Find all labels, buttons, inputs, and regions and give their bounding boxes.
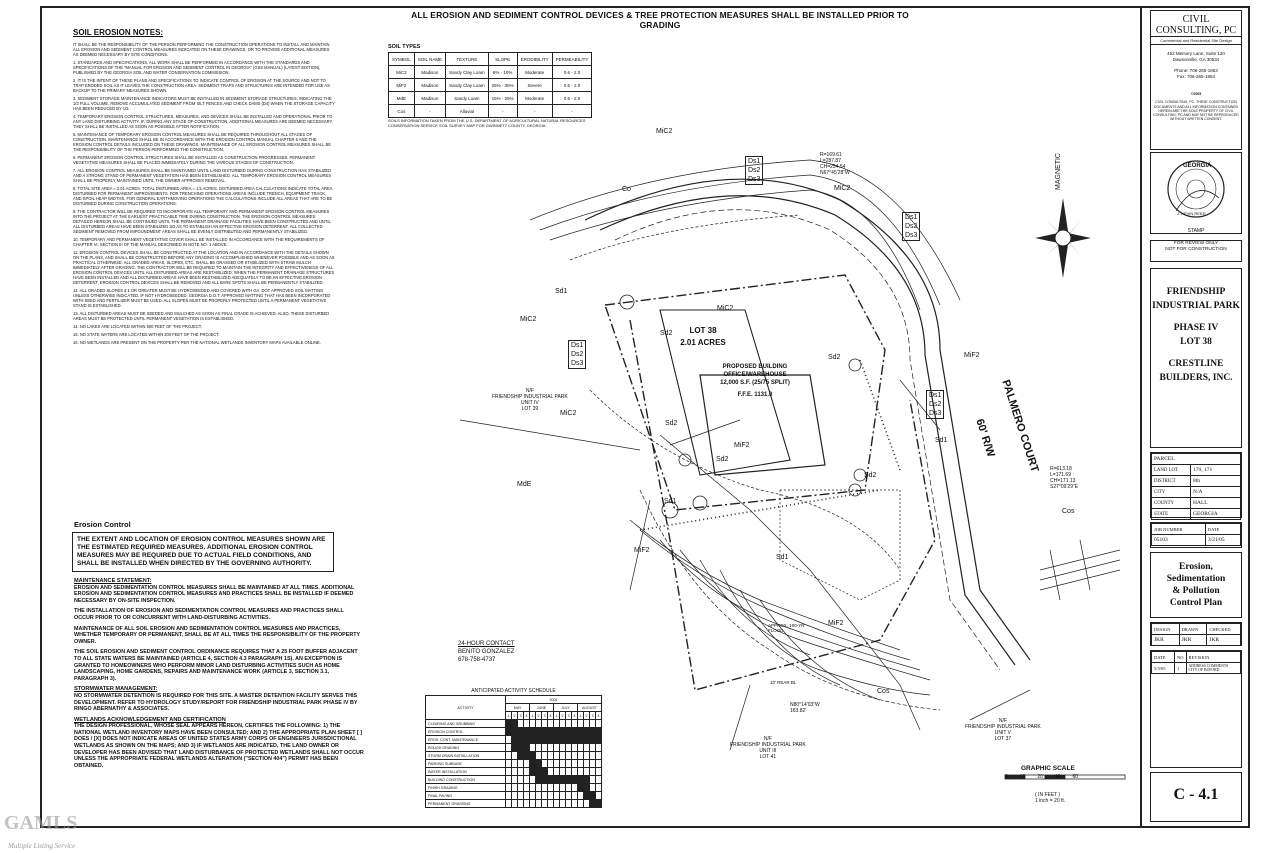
curve-data-2: R=613.18 L=171.69 CH=171.13 S27°09'29"E	[1050, 466, 1079, 490]
soil-note-item: 3. SEDIMENT STORAGE MAINTENANCE INDICATORS MUST BE INSTALLED IN SEDIMENT STORAGE STRUCTURES, INDICATING THE 1/3 FULL VOLUME. REMOVE ACCUMULATED SEDIMENT FROM SILT FENCES AND CHECK DAMS (D4) WHEN THE STORAGE CAPACITY HAS BEEN REDUCED BY 1/3.	[73, 96, 335, 111]
parcel-key: CITY	[1152, 487, 1191, 498]
maintenance-p1: EROSION AND SEDIMENTATION CONTROL MEASURES SHALL BE MAINTAINED AT ALL TIMES. ADDITIONAL EROSION AND SEDIMENTATION CONTROL MEASURES AND PRACTICES SHALL BE INSTALLED IF DEEMED NECESSARY BY ON-SITE INSPECTION.	[74, 584, 355, 604]
soil-cell: -	[552, 105, 592, 118]
soil-row	[389, 79, 592, 92]
curve-data-1: R=169.61 L=287.87 CH=254.54 N67°45'28"W	[820, 152, 850, 176]
parcel-row	[1152, 487, 1241, 498]
magnetic-label: MAGNETIC	[1054, 153, 1062, 190]
soil-note-item: 6. PERMANENT EROSION CONTROL STRUCTURES SHALL BE INSTALLED AS CONSTRUCTION PROGRESSES. PERMANENT VEGETATIVE MEASURES SHALL BE PLACED IMMEDIATELY DURING THE VARIOUS STAGES OF CONSTRUCTION.	[73, 155, 316, 165]
maintenance-p2: THE INSTALLATION OF EROSION AND SEDIMENTATION CONTROL MEASURES AND PRACTICES SHALL OCCUR PRIOR TO OR CONCURRENT WITH LAND-DISTURBING ACTIVITIES.	[74, 608, 344, 621]
job-label: JOB NUMBER	[1152, 524, 1206, 535]
sheet-title-block	[1150, 552, 1242, 618]
schedule-cell	[596, 736, 602, 744]
building-label-2: OFFICE/WAREHOUSE	[723, 372, 787, 378]
lot-title: LOT 38	[689, 326, 717, 335]
ffe-label: F.F.E. 1131.0	[737, 392, 773, 398]
parcel-value: HALL	[1191, 498, 1241, 509]
sd-label: Sd2	[828, 354, 841, 361]
sd-label: Sd1	[776, 554, 789, 561]
schedule-cell	[596, 768, 602, 776]
soil-info-note: SOILS INFORMATION TAKEN FROM THE U.S. DEPARTMENT OF AGRICULTURAL NATURAL RESOURCES CONSERVATION SERVICE SOIL SURVEY MAP FOR GWINNETT COUNTY, GEORGIA.	[388, 118, 586, 128]
ds-group	[902, 212, 920, 241]
soil-header-cell: SYMBOL	[389, 53, 415, 66]
project-line: INDUSTRIAL PARK	[1152, 301, 1240, 311]
schedule-row	[426, 728, 602, 736]
lot-area: 2.01 ACRES	[680, 338, 726, 347]
project-line: FRIENDSHIP	[1166, 287, 1226, 297]
schedule-week: 3	[543, 713, 546, 718]
bearing-label: N80°14'03"W 163.82'	[790, 702, 820, 714]
schedule-activity: FINAL PAVING	[426, 792, 506, 800]
schedule-year: 2004	[506, 696, 602, 704]
schedule-row	[426, 792, 602, 800]
rev-label: REVISION	[1186, 652, 1241, 663]
wetlands-text: THE DESIGN PROFESSIONAL, WHOSE SEAL APPEARS HEREON, CERTIFIES THE FOLLOWING: 1) THE NATIONAL WETLAND INVENTORY MAPS HAVE BEEN CONSULTED; AND 2) THE APPROPRIATE PLAN SHEET [ ] DOES / [X] DOES NOT INDICATE AREAS OF UNITED STATES ARMY CORPS OF ENGINEERS JURISDICTIONAL WETLANDS AS SHOWN ON THE MAPS; AND 3) IF WETLANDS ARE INDICATED, THE LAND OWNER OR DEVELOPER HAS BEEN ADVISED THAT LAND DISTURBANCE OF PROTECTED WETLANDS SHALL NOT OCCUR UNLESS THE APPROPRIATE FEDERAL WETLANDS ALTERATION ("SECTION 404") PERMIT HAS BEEN OBTAINED.	[74, 723, 364, 769]
rev-no-label: NO	[1175, 652, 1187, 663]
soil-cell: 25% - 35%	[488, 79, 517, 92]
soil-label: MiC2	[717, 305, 734, 312]
soil-cell: Alluvial	[446, 105, 489, 118]
date-label: DATE	[1205, 524, 1240, 535]
project-block	[1150, 268, 1242, 448]
schedule-month: AUGUST	[578, 704, 602, 712]
schedule-cell	[596, 792, 602, 800]
job-table	[1151, 523, 1241, 546]
design-label: DESIGN	[1152, 624, 1180, 635]
schedule-activity-header: ACTIVITY	[426, 696, 506, 720]
copyright-block	[1150, 90, 1242, 150]
soil-cell: MiF2	[389, 79, 415, 92]
stormwater-title: STORMWATER MANAGEMENT:	[74, 686, 158, 693]
contact-block	[458, 640, 515, 664]
ds-group	[745, 156, 763, 185]
firm-address	[1151, 45, 1241, 80]
adj-3-c: UNIT V	[994, 730, 1012, 736]
project-line	[1151, 313, 1241, 321]
soil-note-item: 2. IT IS THE INTENT OF THESE PLANS AND SPECIFICATIONS TO INDICATE CONTROL OF EROSION AT THE SOURCE AND NOT TO TRAP ERODED SOIL AS IT LEAVES THE CONSTRUCTION AREA. SEDIMENT TRAPS AND STRUCTURES ARE INTENDED FOR USE AS BACKUP TO THE PRIMARY MEASURES SHOWN.	[73, 78, 330, 93]
contact-name: BENITO GONZALEZ	[458, 649, 515, 655]
soil-cell: Madison	[414, 92, 445, 105]
soil-label: MiC2	[834, 185, 851, 192]
schedule-activity: EROSION CONTROL	[426, 728, 506, 736]
adjacent-lot-41	[730, 736, 806, 760]
ds-1: Ds1	[905, 214, 918, 221]
parcel-key: STATE	[1152, 509, 1191, 520]
soil-cell: Sandy Clay Loam	[446, 66, 489, 79]
firm-address-line: Fax: 706-265-1864	[1176, 74, 1216, 79]
soil-erosion-notes	[73, 28, 335, 348]
soil-note-item: 11. EROSION CONTROL DEVICES SHALL BE CONSTRUCTED AT THE LOCATION AND IN ACCORDANCE WITH THE DETAILS SHOWN ON THE PLANS, AND SHALL BE CONSTRUCTED BEFORE ANY GRADING IS ACCOMPLISHED WHENEVER POSSIBLE AND AS SOON AS PRACTICAL OTHERWISE. ALL GRADED AREAS, SLOPES, ETC. SHALL BE GRASSED OR STABILIZED WITH STRAW MULCH IMMEDIATELY AFTER GRADING. THE CONTRACTOR WILL BE REQUIRED TO MAINTAIN THE INTEGRITY AND EFFECTIVENESS OF ALL EROSION CONTROL DEVICES UNTIL ALL DISTURBED AREAS ARE RESTABILIZED. WHEN THE PERMANENT DRAINAGE STRUCTURES HAVE BEEN INSTALLED AND ALL DISTURBED AREAS HAVE BEEN RESTABILIZED ADEQUATELY TO BE AN EFFECTIVE EROSION DETERRENT, EROSION CONTROL DEVICES SHALL BE REMOVED AND ALL BARE SPOTS SHALL BE PERMANENTLY STABILIZED.	[73, 250, 335, 285]
road-name: PALMERO COURT	[999, 378, 1041, 474]
sd-label: Sd2	[864, 472, 877, 479]
schedule-week: 1	[531, 713, 534, 718]
design-value: JKR	[1152, 635, 1180, 646]
soil-note-item: 8. TOTAL SITE AREA = 2.01 ACRES. TOTAL DISTURBED AREA = 1.5 ACRES. DISTURBED AREA CALCULATIONS INDICATE TOTAL AREA DISTURBED FOR PERMANENT IMPROVEMENTS. FOR TRENCHING OPERATIONS AREAS INCLUDE TRENCH, EQUIPMENT TRACK, AND SPOIL HEAP WIDTHS. FOR GENERAL EARTHMOVING OPERATIONS THE CALCULATIONS INCLUDE ALL AREAS THAT ARE TO BE DISTURBED DURING CONSTRUCTION OPERATIONS.	[73, 186, 333, 206]
rev-date-label: DATE	[1152, 652, 1175, 663]
stamp-label: STAMP	[1187, 228, 1205, 234]
soil-cell: Sandy Clay Loam	[446, 79, 489, 92]
activity-schedule	[425, 688, 602, 808]
mls-watermark-sub: Multiple Listing Service	[8, 842, 76, 850]
design-block	[1150, 622, 1242, 646]
soil-types-table	[388, 44, 592, 118]
job-number: 05103	[1152, 535, 1206, 546]
ds-1: Ds1	[571, 342, 584, 349]
schedule-activity: STORM DRAIN INSTALLATION	[426, 752, 506, 760]
soil-cell: MiC2	[389, 66, 415, 79]
soil-header-cell: SOIL NAME	[414, 53, 445, 66]
adj-3-a: N/F	[998, 718, 1007, 724]
schedule-row	[426, 760, 602, 768]
seal-name: J. KEVIN REED	[1177, 211, 1206, 216]
graphic-scale-unit: ( IN FEET )	[1035, 792, 1061, 798]
flood-label: APPROX. 100-YR FLOOD	[768, 623, 805, 633]
building-label-1: PROPOSED BUILDING	[722, 364, 788, 370]
stormwater-text: NO STORMWATER DETENTION IS REQUIRED FOR THIS SITE. A MASTER DETENTION FACILITY SERVES THIS DEVELOPMENT. REFER TO HYDROLOGY STUDY/REPORT FOR FRIENDSHIP INDUSTRIAL PARK PHASE IV BY RINGO ABERNATHY & ASSOCIATES.	[74, 692, 358, 713]
ds-2: Ds2	[748, 167, 761, 174]
schedule-grid	[425, 695, 602, 808]
soil-note-item: 10. TEMPORARY AND PERMANENT VEGETATIVE COVER SHALL BE INSTALLED IN ACCORDANCE WITH THE REQUIREMENTS OF CHAPTER VI, SECTION III OF THE MANUAL DESCRIBED IN NOTE NO. 1 ABOVE.	[73, 237, 325, 247]
sd-label: Sd2	[660, 330, 673, 337]
parcel-header: PARCEL	[1152, 454, 1241, 465]
schedule-row	[426, 800, 602, 808]
soil-label: Cos	[877, 688, 890, 695]
firm-address-line: 452 Memory Lane, Suite 120	[1167, 51, 1225, 56]
adj-2-b: FRIENDSHIP INDUSTRIAL PARK	[730, 742, 806, 748]
contact-title: 24-HOUR CONTACT	[458, 641, 515, 647]
soil-header-cell: ERODIBILITY	[517, 53, 552, 66]
soil-note-item: 15. NO STATE WATERS ARE LOCATED WITHIN 200 FEET OF THE PROJECT.	[73, 332, 220, 337]
schedule-cell	[596, 760, 602, 768]
soil-cell: 0.6 - 2.0	[552, 66, 592, 79]
review-line-2: NOT FOR CONSTRUCTION	[1165, 247, 1227, 252]
graphic-scale	[1005, 765, 1078, 804]
soil-cell: Madison	[414, 66, 445, 79]
graphic-scale-number: 0	[1005, 774, 1008, 780]
soil-note-item: 1. STANDARDS AND SPECIFICATIONS. ALL WORK SHALL BE PERFORMED IN ACCORDANCE WITH THE STANDARDS AND SPECIFICATIONS OF THE "MANUAL FOR EROSION AND SEDIMENT CONTROL IN GEORGIA" (GSS MANUAL) (LATEST EDITION), PUBLISHED BY THE GEORGIA SOIL AND WATER CONSERVATION COMMISSION.	[73, 60, 321, 75]
parcel-row	[1152, 465, 1241, 476]
soil-row	[389, 92, 592, 105]
ds-3: Ds3	[748, 176, 761, 183]
job-block	[1150, 522, 1242, 548]
parcel-key: LAND LOT	[1152, 465, 1191, 476]
copyright: ©2005	[1190, 92, 1202, 96]
ds-group	[926, 390, 944, 419]
adjacent-lot-37	[965, 718, 1041, 742]
soil-cell: 15% - 25%	[488, 92, 517, 105]
co-label: Co	[622, 186, 631, 193]
soil-label: MiC2	[656, 128, 673, 135]
ds-1: Ds1	[748, 158, 761, 165]
erosion-control-box: THE EXTENT AND LOCATION OF EROSION CONTROL MEASURES SHOWN ARE THE ESTIMATED REQUIRED MEASURES. ADDITIONAL EROSION CONTROL MEASURES MAY BE REQUIRED DUE TO ACTUAL FIELD CONDITIONS, AND SHALL BE INSTALLED WHEN DIRECTED BY THE GOVERNING AUTHORITY.	[72, 532, 334, 572]
copyright-text: CIVIL CONSULTING, PC. THESE CONSTRUCTION DOCUMENTS AND ALL INFORMATION CONTAINED HEREIN ARE THE SOLE PROPERTY OF CIVIL CONSULTING, PC AND MAY NOT BE REPRODUCED WITHOUT WRITTEN CONSENT.	[1153, 100, 1239, 122]
schedule-cell	[596, 776, 602, 784]
review-block	[1150, 240, 1242, 262]
schedule-week: 4	[597, 713, 600, 718]
maintenance-p4: THE SOIL EROSION AND SEDIMENT CONTROL ORDINANCE REQUIRES THAT A 25 FOOT BUFFER ADJACENT TO ALL STATE WATERS BE MAINTAINED (ARTICLE 4, SECTION 4.3 PARAGRAPH 1S). AN EXCEPTION IS GRANTED TO HOMEOWNERS WHO PERFORM MINOR LAND DISTURBING ACTIVITIES SUCH AS HOME LANDSCAPING, HOME GARDENS, REPAIRS AND MAINTENANCE WORK (ARTICLE 3, SECTION 3.1, PARAGRAPH 3).	[74, 649, 358, 682]
soil-cell: -	[517, 105, 552, 118]
maintenance-statement	[74, 578, 364, 773]
schedule-cell	[596, 752, 602, 760]
soil-note-item: 14. NO LAKES ARE LOCATED WITHIN 500 FEET OF THE PROJECT.	[73, 324, 202, 329]
parcel-row	[1152, 498, 1241, 509]
parcel-block	[1150, 452, 1242, 518]
parcel-value: GEORGIA	[1191, 509, 1241, 520]
parcel-table	[1151, 453, 1241, 520]
schedule-week: 1	[555, 713, 558, 718]
sd-label: Sd2	[716, 456, 729, 463]
rev-text: ADDRESS COMMENTS CITY OF BUFORD	[1186, 663, 1241, 674]
sd-label: Sd1	[935, 437, 948, 444]
schedule-activity: WATER INSTALLATION	[426, 768, 506, 776]
soil-note-item: 5. MAINTENANCE OF TEMPORARY EROSION CONTROL MEASURES SHALL BE REQUIRED THROUGHOUT ALL STAGES OF CONSTRUCTION. MAINTENANCE SHALL BE IN ACCORDANCE WITH THE EROSION CONTROL MANUAL CHAPTER 6 AND THE EROSION CONTROL DETAILS INCLUDED ON THESE DRAWINGS. MAINTENANCE OF ALL EROSION CONTROL MEASURES SHALL BE THE RESPONSIBILITY OF THE PERSON PERFORMING THE CONSTRUCTION.	[73, 132, 331, 152]
soil-label: Cos	[1062, 508, 1075, 515]
ds-3: Ds3	[905, 232, 918, 239]
graphic-scale-ratio: 1 inch = 20 ft.	[1035, 798, 1066, 804]
sheet-title-line: Control Plan	[1169, 598, 1223, 608]
rear-bl-label: 10' REAR BL	[770, 680, 797, 685]
parcel-value: 8th	[1191, 476, 1241, 487]
soil-note-item: 4. TEMPORARY EROSION CONTROL STRUCTURES, MEASURES, AND DEVICES SHALL BE INSTALLED AND OPERATIONAL PRIOR TO ANY LAND DISTURBING ACTIVITY. IF, DURING ANY STAGE OF CONSTRUCTION, ADDITIONAL MEASURES ARE DEEMED NECESSARY, THEY SHALL BE INSTALLED AS SOON AS POSSIBLE AFTER NOTIFICATION.	[73, 114, 333, 129]
firm-sub: Commercial and Residential Site Design	[1151, 37, 1241, 45]
schedule-week: 4	[549, 713, 552, 718]
soil-label: MiF2	[828, 620, 844, 627]
schedule-week: 2	[585, 713, 588, 718]
soil-cell: 0.6 - 2.0	[552, 92, 592, 105]
schedule-cell	[596, 744, 602, 752]
parcel-value: N/A	[1191, 487, 1241, 498]
erosion-control-title: Erosion Control	[74, 520, 131, 529]
soil-header-cell: SLOPE	[488, 53, 517, 66]
soil-cell: MdE	[389, 92, 415, 105]
parcel-row	[1152, 509, 1241, 520]
soil-cell: Moderate	[517, 92, 552, 105]
soil-cell: Cos	[389, 105, 415, 118]
maintenance-p3: MAINTENANCE OF ALL SOIL EROSION AND SEDIMENTATION CONTROL MEASURES AND PRACTICES, WHETHER TEMPORARY OR PERMANENT, SHALL BE AT ALL TIMES THE RESPONSIBILITY OF THE PROPERTY OWNER.	[74, 625, 361, 645]
sheet-title-line: Sedimentation	[1166, 574, 1226, 584]
rev-no: 1	[1175, 663, 1187, 674]
adj-3-d: LOT 37	[994, 736, 1012, 742]
schedule-activity: CLEARING AND GRUBBING	[426, 720, 506, 728]
adj-2-c: UNIT III	[759, 748, 777, 754]
ds-group	[568, 340, 586, 369]
schedule-month: JULY	[554, 704, 578, 712]
soil-note-item: IT SHALL BE THE RESPONSIBILITY OF THE PERSON PERFORMING THE CONSTRUCTION OPERATIONS TO INSTALL AND MAINTAIN ALL EROSION AND SEDIMENT CONTROL MEASURES INDICATED ON THESE DRAWINGS, OR TO PROVIDE ADDITIONAL MEASURES AS DEEMED NECESSARY BY SITE CONDITIONS.	[73, 42, 330, 57]
schedule-title: ANTICIPATED ACTIVITY SCHEDULE	[471, 688, 556, 694]
schedule-activity: BUILDING CONSTRUCTION	[426, 776, 506, 784]
soil-label: MiC2	[560, 410, 577, 417]
contact-phone: 678-758-4737	[458, 657, 496, 663]
project-line: PHASE IV	[1173, 323, 1219, 333]
firm-address-line: Dawsonville, GA 30534	[1172, 57, 1220, 62]
revision-block	[1150, 650, 1242, 768]
soil-cell: -	[414, 105, 445, 118]
soil-note-item: 16. NO WETLANDS ARE PRESENT ON THE PROPERTY PER THE NATIONAL WETLANDS INVENTORY MAPS AVAILABLE ONLINE.	[73, 340, 321, 345]
ds-2: Ds2	[571, 351, 584, 358]
checked-label: CHECKED	[1207, 624, 1241, 635]
schedule-row	[426, 752, 602, 760]
soil-notes-title: SOIL EROSION NOTES:	[73, 28, 164, 37]
schedule-week: 3	[519, 713, 522, 718]
soil-note-item: 13. ALL DISTURBED AREAS MUST BE SEEDED AND MULCHED AS SOON AS FINAL GRADE IS ACHIEVED. ALSO, THESE DISTURBED AREAS MUST BE PROTECTED UNTIL PERMANENT VEGETATION IS ESTABLISHED.	[73, 311, 330, 321]
soil-label: MiF2	[634, 547, 650, 554]
adj-2-a: N/F	[763, 736, 772, 742]
adjacent-lot-39	[492, 388, 568, 412]
firm-name: CIVIL CONSULTING, PC	[1151, 11, 1241, 37]
project-line: CRESTLINE	[1168, 359, 1224, 369]
soil-header-cell: TEXTURE	[446, 53, 489, 66]
schedule-activity: PERMANENT GRASSING	[426, 800, 506, 808]
firm-address-line: Phone: 706-265-1863	[1174, 68, 1218, 73]
soil-cell: Moderate	[517, 66, 552, 79]
schedule-row	[426, 768, 602, 776]
maintenance-title: MAINTENANCE STATEMENT:	[74, 578, 152, 584]
parcel-row	[1152, 476, 1241, 487]
soil-cell: -	[488, 105, 517, 118]
schedule-week: 1	[579, 713, 582, 718]
ds-2: Ds2	[905, 223, 918, 230]
sheet-number-block	[1150, 772, 1242, 822]
ds-1: Ds1	[929, 392, 942, 399]
graphic-scale-title: GRAPHIC SCALE	[1021, 765, 1075, 772]
revision-table	[1151, 651, 1241, 674]
parcel-key: DISTRICT	[1152, 476, 1191, 487]
soil-types-title: SOIL TYPES	[388, 44, 421, 50]
schedule-week: 3	[567, 713, 570, 718]
schedule-week: 2	[561, 713, 564, 718]
parcel-value: 170, 171	[1191, 465, 1241, 476]
schedule-week: 2	[537, 713, 540, 718]
schedule-week: 1	[507, 713, 510, 718]
checked-value: JKR	[1207, 635, 1241, 646]
soil-label: MdE	[517, 481, 532, 488]
drawn-label: DRAWN	[1179, 624, 1207, 635]
soil-row	[389, 105, 592, 118]
schedule-cell	[596, 720, 602, 728]
soil-label: MiF2	[964, 352, 980, 359]
sheet-title-line: & Pollution	[1172, 586, 1220, 596]
ds-3: Ds3	[929, 410, 942, 417]
road-row: 60' R/W	[973, 417, 997, 459]
adj-2-d: LOT 41	[759, 754, 777, 760]
schedule-week: 4	[573, 713, 576, 718]
adj-1-c: UNIT IV	[521, 400, 539, 406]
sd-label: Sd1	[555, 288, 568, 295]
sd-label: Sd1	[664, 498, 677, 505]
sheet-number: C - 4.1	[1173, 786, 1219, 803]
design-table	[1151, 623, 1241, 646]
soil-types-grid	[388, 52, 592, 118]
soil-note-item: 7. ALL EROSION CONTROL MEASURES SHALL BE MAINTAINED UNTIL LAND DISTURBED DURING CONSTRUCTION HAS STABILIZED AND A STRONG STAND OF PERMANENT VEGETATION HAS BEEN ESTABLISHED. ALL TEMPORARY EROSION CONTROL MEASURES SHALL BE PROPERLY MAINTAINED UNTIL THE OWNER APPROVES REMOVAL.	[73, 168, 332, 183]
soil-label: MiF2	[734, 442, 750, 449]
schedule-row	[426, 720, 602, 728]
soil-cell: Severe	[517, 79, 552, 92]
mls-watermark: GAMLS	[4, 812, 78, 834]
wetlands-title: WETLANDS ACKNOWLEDGEMENT AND CERTIFICATION	[74, 716, 226, 723]
soil-row	[389, 66, 592, 79]
plan-banner: ALL EROSION AND SEDIMENT CONTROL DEVICES & TREE PROTECTION MEASURES SHALL BE INSTALLED PRIOR TO GRADING	[411, 10, 909, 30]
schedule-activity: FINISH GRADING	[426, 784, 506, 792]
schedule-row	[426, 736, 602, 744]
adj-1-d: LOT 39	[521, 406, 539, 412]
ds-2: Ds2	[929, 401, 942, 408]
graphic-scale-number: 20	[1037, 774, 1043, 780]
review-line-1: FOR REVIEW ONLY	[1173, 241, 1219, 246]
schedule-week: 3	[591, 713, 594, 718]
soil-cell: 6% - 10%	[488, 66, 517, 79]
seal-state: GEORGIA	[1183, 163, 1212, 169]
schedule-activity: ROUGH GRADING	[426, 744, 506, 752]
drawn-value: JKR	[1179, 635, 1207, 646]
schedule-row	[426, 776, 602, 784]
soil-note-item: 9. THE CONTRACTOR WILL BE REQUIRED TO INCORPORATE ALL TEMPORARY AND PERMANENT EROSION CONTROL MEASURES INTO THE PROJECT AT THE EARLIEST PRACTICABLE TIME DURING CONSTRUCTION. THE EROSION CONTROL MEASURES DETAILED HEREON SHALL BE CONTINUED UNTIL THE PERMANENT DRAINAGE FACILITIES HAVE BEEN CONSTRUCTED AND UNTIL ALL DISTURBED AREAS HAVE BEEN STABILIZED SO AS TO ESTABLISH AN EFFECTIVE EROSION DETERRENT. ALL COLLECTED SEDIMENT REMOVED FROM IMPOUNDMENT AREAS SHALL BE EVENLY DISTRIBUTED AND PERMANENTLY STABILIZED.	[73, 209, 331, 234]
soil-notes-list	[73, 42, 335, 345]
schedule-week: 4	[525, 713, 528, 718]
project-line	[1151, 349, 1241, 357]
graphic-scale-number: 60	[1072, 774, 1079, 780]
graphic-scale-numbers	[1005, 774, 1078, 780]
project-line: LOT 38	[1180, 337, 1212, 347]
schedule-cell	[596, 800, 602, 808]
schedule-month: JUNE	[530, 704, 554, 712]
soil-note-item: 12. ALL GRADED SLOPES 3:1 OR GREATER MUST BE HYDROSEEDED AND COVERED WITH GA. DOT APPROVED SOIL MATTING UNLESS OTHERWISE INDICATED. IF NOT HYDROSEEDED, GEORGIA D.O.T. APPROVED MATTING THAT HAS BEEN INCORPORATED WITH SEED AND FERTILIZER MUST BE USED. ALL SLOPES MUST BE PROPERLY PROTECTED UNTIL A PERMANENT VEGETATIVE STAND IS ESTABLISHED.	[73, 288, 331, 308]
schedule-row	[426, 744, 602, 752]
soil-cell: Madison	[414, 79, 445, 92]
adj-3-b: FRIENDSHIP INDUSTRIAL PARK	[965, 724, 1041, 730]
ds-3: Ds3	[571, 360, 584, 367]
graphic-scale-number: 40	[1054, 774, 1061, 780]
schedule-month: MAY	[506, 704, 530, 712]
project-line: BUILDERS, INC.	[1159, 373, 1233, 383]
seal-block	[1150, 152, 1242, 234]
building-label-3: 12,000 S.F. (25/75 SPLIT)	[720, 380, 790, 386]
adj-1-b: FRIENDSHIP INDUSTRIAL PARK	[492, 394, 568, 400]
schedule-activity: EROS. CONT. MAINTENANCE	[426, 736, 506, 744]
adj-1-a: N/F	[525, 388, 534, 394]
sheet-title-line: Erosion,	[1179, 562, 1213, 572]
parcel-key: COUNTY	[1152, 498, 1191, 509]
schedule-activity: PARKING SUBBASE	[426, 760, 506, 768]
graphic-scale-number: 10	[1019, 774, 1026, 780]
job-date: 3/21/05	[1205, 535, 1240, 546]
schedule-cell	[596, 728, 602, 736]
soil-cell: 0.6 - 2.0	[552, 79, 592, 92]
soil-header-cell: PERMEABILITY	[552, 53, 592, 66]
schedule-week: 2	[513, 713, 516, 718]
soil-label: MiC2	[520, 316, 537, 323]
rev-date: 5/3/05	[1152, 663, 1175, 674]
schedule-cell	[596, 784, 602, 792]
schedule-row	[426, 784, 602, 792]
sd-label: Sd2	[665, 420, 678, 427]
soil-cell: Sandy Loam	[446, 92, 489, 105]
